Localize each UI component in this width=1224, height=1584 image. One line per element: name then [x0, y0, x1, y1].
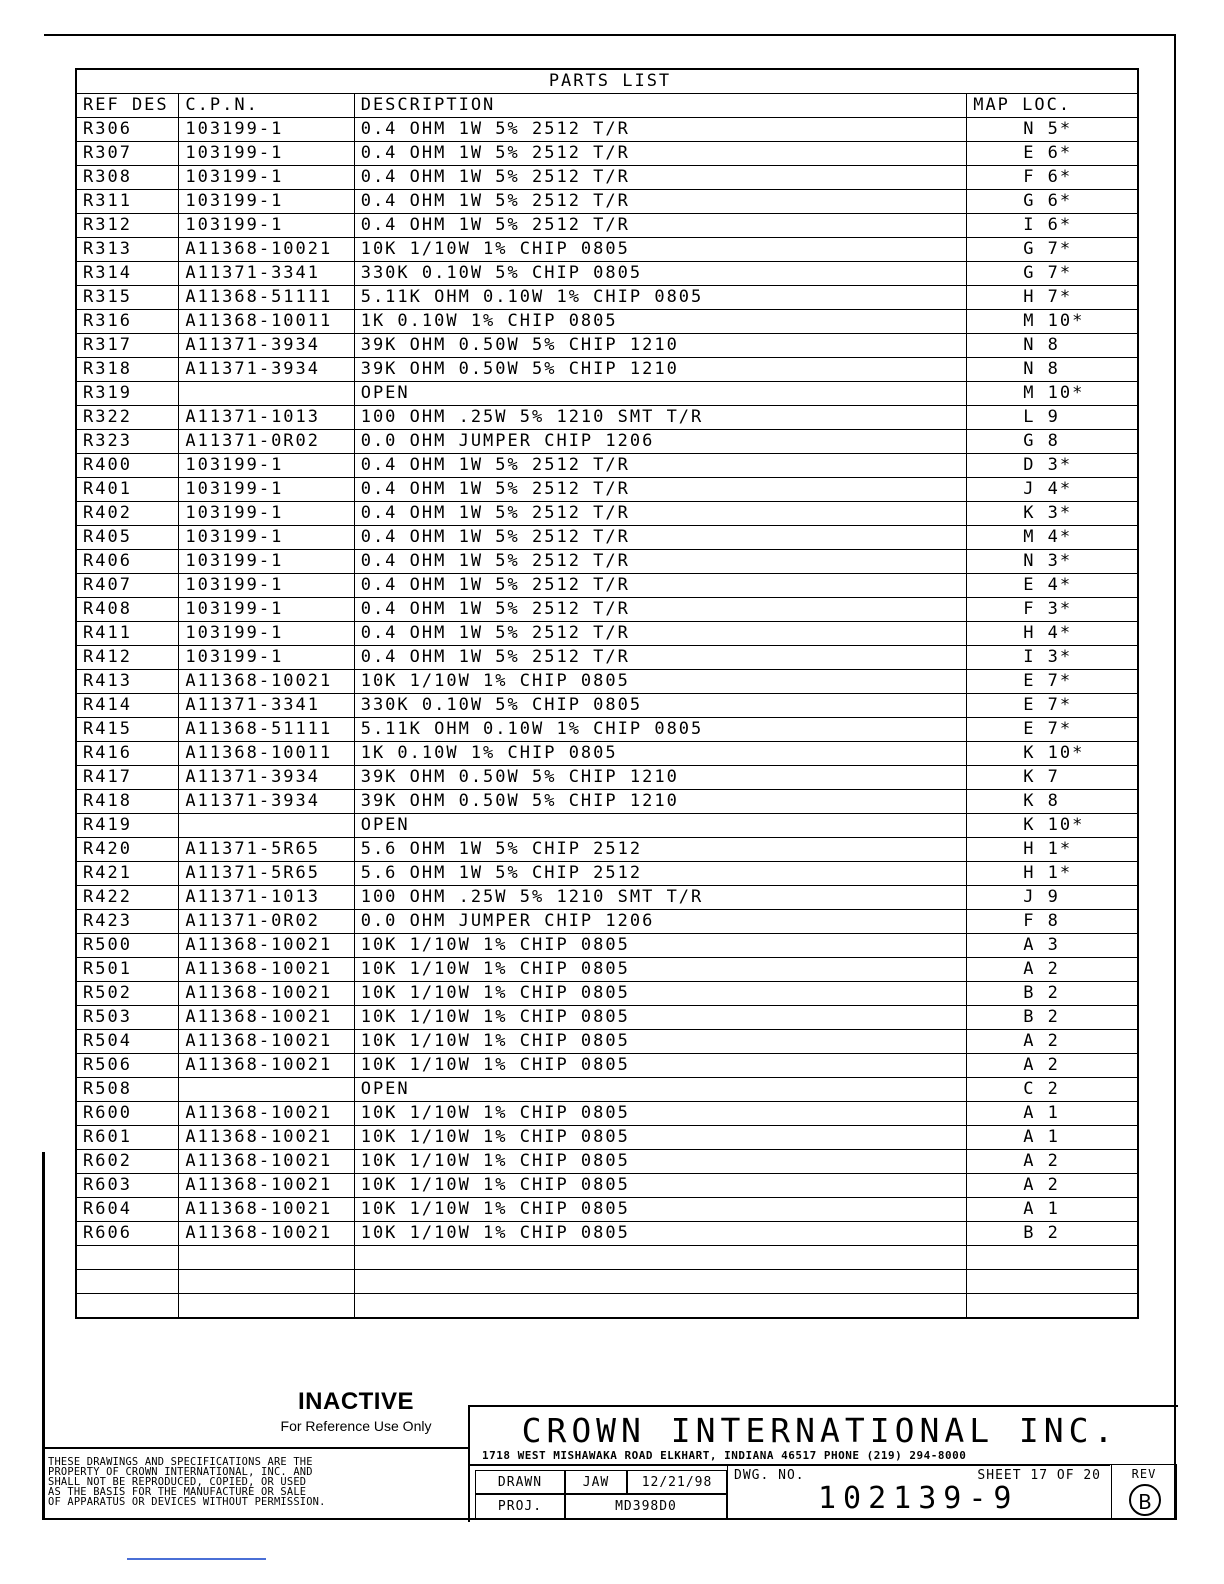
description-cell: 0.0 OHM JUMPER CHIP 1206 [354, 430, 967, 454]
parts-list-body [76, 118, 1138, 1319]
cpn-cell: 103199-1 [179, 190, 354, 214]
ref-des-cell: R417 [76, 766, 179, 790]
table-row [76, 1222, 1138, 1246]
description-cell: 10K 1/10W 1% CHIP 0805 [354, 958, 967, 982]
map-loc-cell: F 3* [967, 598, 1138, 622]
cpn-cell: 103199-1 [179, 166, 354, 190]
cpn-cell: A11368-10011 [179, 742, 354, 766]
ref-des-cell: R606 [76, 1222, 179, 1246]
ref-des-cell: R506 [76, 1054, 179, 1078]
inactive-title: INACTIVE [297, 1388, 414, 1415]
description-cell: 100 OHM .25W 5% 1210 SMT T/R [354, 886, 967, 910]
cpn-cell: 103199-1 [179, 118, 354, 142]
map-loc-cell: M 4* [967, 526, 1138, 550]
description-cell [354, 1270, 967, 1294]
ref-des-cell: R315 [76, 286, 179, 310]
map-loc-cell: A 2 [967, 958, 1138, 982]
cpn-cell: A11368-10021 [179, 1222, 354, 1246]
description-cell [354, 1294, 967, 1319]
table-row [76, 430, 1138, 454]
cpn-cell: 103199-1 [179, 598, 354, 622]
cpn-cell: A11368-51111 [179, 718, 354, 742]
description-cell: 10K 1/10W 1% CHIP 0805 [354, 982, 967, 1006]
table-row [76, 1054, 1138, 1078]
ref-des-cell: R411 [76, 622, 179, 646]
map-loc-cell: F 6* [967, 166, 1138, 190]
notice-line: SHALL NOT BE REPRODUCED, COPIED, OR USED [48, 1476, 307, 1488]
map-loc-cell: N 8 [967, 334, 1138, 358]
table-row [76, 238, 1138, 262]
table-row [76, 502, 1138, 526]
drawn-by-cell [565, 1470, 627, 1494]
map-loc-cell: G 6* [967, 190, 1138, 214]
table-row [76, 1102, 1138, 1126]
ref-des-cell: R416 [76, 742, 179, 766]
table-row [76, 1030, 1138, 1054]
table-row [76, 1078, 1138, 1102]
table-row [76, 478, 1138, 502]
ref-des-cell: R400 [76, 454, 179, 478]
ref-des-cell: R504 [76, 1030, 179, 1054]
map-loc-cell: M 10* [967, 382, 1138, 406]
cpn-cell: A11371-3934 [179, 790, 354, 814]
table-row [76, 1174, 1138, 1198]
map-loc-cell: A 1 [967, 1102, 1138, 1126]
table-row [76, 286, 1138, 310]
ref-des-cell: R314 [76, 262, 179, 286]
cpn-cell: A11368-10021 [179, 238, 354, 262]
ref-des-cell: R407 [76, 574, 179, 598]
cpn-cell: 103199-1 [179, 502, 354, 526]
ref-des-cell: R413 [76, 670, 179, 694]
description-cell: 10K 1/10W 1% CHIP 0805 [354, 1006, 967, 1030]
map-loc-cell: A 2 [967, 1174, 1138, 1198]
sheet-number: SHEET 17 OF 20 [977, 1468, 1101, 1483]
table-row [76, 574, 1138, 598]
description-cell: 0.4 OHM 1W 5% 2512 T/R [354, 166, 967, 190]
map-loc-cell: E 4* [967, 574, 1138, 598]
table-row [76, 358, 1138, 382]
drawing-number: 102139-9 [818, 1481, 1019, 1516]
cpn-cell: A11368-10021 [179, 1006, 354, 1030]
ref-des-cell: R405 [76, 526, 179, 550]
map-loc-cell: I 6* [967, 214, 1138, 238]
table-row [76, 142, 1138, 166]
ref-des-cell: R500 [76, 934, 179, 958]
cpn-cell: A11371-1013 [179, 406, 354, 430]
map-loc-cell: F 8 [967, 910, 1138, 934]
description-cell: 39K OHM 0.50W 5% CHIP 1210 [354, 766, 967, 790]
map-loc-cell: G 7* [967, 262, 1138, 286]
table-row [76, 838, 1138, 862]
cpn-cell: A11371-3934 [179, 766, 354, 790]
map-loc-cell: N 5* [967, 118, 1138, 142]
proj-value-cell [565, 1494, 727, 1520]
map-loc-cell: I 3* [967, 646, 1138, 670]
table-row [76, 718, 1138, 742]
cpn-cell: A11368-10011 [179, 310, 354, 334]
cpn-cell: A11368-10021 [179, 1126, 354, 1150]
cpn-cell [179, 1270, 354, 1294]
cpn-cell: A11371-0R02 [179, 430, 354, 454]
company-name: CROWN INTERNATIONAL INC. [521, 1411, 1119, 1450]
cpn-cell: A11368-10021 [179, 1030, 354, 1054]
map-loc-cell: C 2 [967, 1078, 1138, 1102]
ref-des-cell: R408 [76, 598, 179, 622]
map-loc-cell: G 8 [967, 430, 1138, 454]
description-cell: 0.4 OHM 1W 5% 2512 T/R [354, 526, 967, 550]
table-row [76, 526, 1138, 550]
cpn-cell: 103199-1 [179, 550, 354, 574]
rev-label: REV [1131, 1467, 1157, 1481]
ref-des-cell: R600 [76, 1102, 179, 1126]
table-row [76, 598, 1138, 622]
description-cell: OPEN [354, 382, 967, 406]
notice-divider [44, 1447, 468, 1449]
inactive-subtitle: For Reference Use Only [280, 1418, 432, 1434]
map-loc-cell: K 10* [967, 814, 1138, 838]
map-loc-cell: E 7* [967, 694, 1138, 718]
ref-des-cell: R601 [76, 1126, 179, 1150]
table-row [76, 646, 1138, 670]
cpn-cell: 103199-1 [179, 454, 354, 478]
map-loc-cell: N 3* [967, 550, 1138, 574]
cpn-cell: A11371-5R65 [179, 838, 354, 862]
description-cell: 5.6 OHM 1W 5% CHIP 2512 [354, 838, 967, 862]
ref-des-cell: R502 [76, 982, 179, 1006]
description-cell: 0.4 OHM 1W 5% 2512 T/R [354, 574, 967, 598]
table-row [76, 1150, 1138, 1174]
map-loc-cell: H 1* [967, 862, 1138, 886]
map-loc-cell: H 1* [967, 838, 1138, 862]
notice-line: THESE DRAWINGS AND SPECIFICATIONS ARE THE [48, 1456, 313, 1468]
ref-des-cell [76, 1270, 179, 1294]
frame-right-rule [1174, 34, 1176, 1520]
description-cell: 10K 1/10W 1% CHIP 0805 [354, 1150, 967, 1174]
ref-des-cell: R402 [76, 502, 179, 526]
ref-des-cell: R323 [76, 430, 179, 454]
ref-des-cell [76, 1294, 179, 1319]
ref-des-cell: R421 [76, 862, 179, 886]
cpn-cell: A11368-10021 [179, 1054, 354, 1078]
cpn-cell: 103199-1 [179, 478, 354, 502]
table-row [76, 1294, 1138, 1319]
table-row [76, 1198, 1138, 1222]
drawing-number-box [727, 1464, 1111, 1520]
ref-des-cell: R312 [76, 214, 179, 238]
header-ref-des: REF DES [76, 94, 179, 118]
description-cell: 0.4 OHM 1W 5% 2512 T/R [354, 598, 967, 622]
parts-list-header-row [76, 94, 1138, 118]
description-cell: 0.4 OHM 1W 5% 2512 T/R [354, 118, 967, 142]
notice-line: OF APPARATUS OR DEVICES WITHOUT PERMISSION. [48, 1496, 326, 1508]
map-loc-cell: H 4* [967, 622, 1138, 646]
table-row [76, 190, 1138, 214]
description-cell: 1K 0.10W 1% CHIP 0805 [354, 742, 967, 766]
ref-des-cell: R418 [76, 790, 179, 814]
cpn-cell: 103199-1 [179, 574, 354, 598]
date-cell [627, 1470, 727, 1494]
table-row [76, 214, 1138, 238]
description-cell: 10K 1/10W 1% CHIP 0805 [354, 1030, 967, 1054]
map-loc-cell: A 1 [967, 1126, 1138, 1150]
ref-des-cell: R308 [76, 166, 179, 190]
description-cell: 0.0 OHM JUMPER CHIP 1206 [354, 910, 967, 934]
cpn-cell: A11371-3934 [179, 358, 354, 382]
map-loc-cell: A 2 [967, 1030, 1138, 1054]
description-cell: 0.4 OHM 1W 5% 2512 T/R [354, 454, 967, 478]
ref-des-cell: R602 [76, 1150, 179, 1174]
map-loc-cell [967, 1270, 1138, 1294]
table-row [76, 694, 1138, 718]
table-row [76, 670, 1138, 694]
table-row [76, 814, 1138, 838]
map-loc-cell: A 2 [967, 1054, 1138, 1078]
map-loc-cell: H 7* [967, 286, 1138, 310]
map-loc-cell: B 2 [967, 1006, 1138, 1030]
table-row [76, 382, 1138, 406]
description-cell: 39K OHM 0.50W 5% CHIP 1210 [354, 358, 967, 382]
ref-des-cell: R414 [76, 694, 179, 718]
map-loc-cell: M 10* [967, 310, 1138, 334]
company-address: 1718 WEST MISHAWAKA ROAD ELKHART, INDIANA 46517 PHONE (219) 294-8000 [482, 1449, 967, 1462]
proj-label-cell [475, 1494, 565, 1520]
description-cell: 0.4 OHM 1W 5% 2512 T/R [354, 190, 967, 214]
map-loc-cell: A 2 [967, 1150, 1138, 1174]
description-cell: 39K OHM 0.50W 5% CHIP 1210 [354, 334, 967, 358]
map-loc-cell: K 3* [967, 502, 1138, 526]
drawn-by: JAW [582, 1475, 610, 1490]
cpn-cell: 103199-1 [179, 622, 354, 646]
revision-circle: B [1129, 1484, 1161, 1516]
table-row [76, 1246, 1138, 1270]
map-loc-cell: J 9 [967, 886, 1138, 910]
description-cell: 10K 1/10W 1% CHIP 0805 [354, 1222, 967, 1246]
cpn-cell: A11368-10021 [179, 670, 354, 694]
proj-value: MD398D0 [615, 1499, 677, 1514]
description-cell: 10K 1/10W 1% CHIP 0805 [354, 934, 967, 958]
table-row [76, 622, 1138, 646]
description-cell: 330K 0.10W 5% CHIP 0805 [354, 262, 967, 286]
underline-link-mark [127, 1558, 266, 1560]
ref-des-cell: R501 [76, 958, 179, 982]
ref-des-cell: R318 [76, 358, 179, 382]
description-cell: 0.4 OHM 1W 5% 2512 T/R [354, 214, 967, 238]
cpn-cell: 103199-1 [179, 526, 354, 550]
frame-left-rule [42, 1152, 45, 1520]
ref-des-cell: R306 [76, 118, 179, 142]
table-row [76, 550, 1138, 574]
map-loc-cell: J 4* [967, 478, 1138, 502]
cpn-cell [179, 1078, 354, 1102]
cpn-cell: A11368-10021 [179, 934, 354, 958]
ref-des-cell: R603 [76, 1174, 179, 1198]
map-loc-cell: E 7* [967, 718, 1138, 742]
description-cell [354, 1246, 967, 1270]
ref-des-cell: R311 [76, 190, 179, 214]
notice-line: PROPERTY OF CROWN INTERNATIONAL, INC. AND [48, 1466, 313, 1478]
ref-des-cell: R604 [76, 1198, 179, 1222]
header-description: DESCRIPTION [354, 94, 967, 118]
table-row [76, 934, 1138, 958]
ref-des-cell: R415 [76, 718, 179, 742]
map-loc-cell: E 6* [967, 142, 1138, 166]
map-loc-cell: G 7* [967, 238, 1138, 262]
ref-des-cell: R319 [76, 382, 179, 406]
ref-des-cell: R322 [76, 406, 179, 430]
description-cell: 5.11K OHM 0.10W 1% CHIP 0805 [354, 718, 967, 742]
cpn-cell: A11368-10021 [179, 1198, 354, 1222]
header-cpn: C.P.N. [179, 94, 354, 118]
drawn-label-cell [475, 1470, 565, 1494]
ref-des-cell: R420 [76, 838, 179, 862]
table-row [76, 118, 1138, 142]
cpn-cell: A11368-10021 [179, 1174, 354, 1198]
cpn-cell [179, 1294, 354, 1319]
header-map-loc: MAP LOC. [967, 94, 1138, 118]
table-row [76, 454, 1138, 478]
description-cell: OPEN [354, 814, 967, 838]
table-row [76, 262, 1138, 286]
table-row [76, 982, 1138, 1006]
table-row [76, 166, 1138, 190]
description-cell: 10K 1/10W 1% CHIP 0805 [354, 1054, 967, 1078]
ref-des-cell: R307 [76, 142, 179, 166]
revision-box [1111, 1464, 1177, 1520]
table-row [76, 886, 1138, 910]
description-cell: 10K 1/10W 1% CHIP 0805 [354, 1126, 967, 1150]
cpn-cell: A11368-10021 [179, 1102, 354, 1126]
description-cell: 39K OHM 0.50W 5% CHIP 1210 [354, 790, 967, 814]
table-row [76, 1126, 1138, 1150]
description-cell: OPEN [354, 1078, 967, 1102]
ref-des-cell: R401 [76, 478, 179, 502]
cpn-cell: 103199-1 [179, 142, 354, 166]
map-loc-cell: A 3 [967, 934, 1138, 958]
inactive-stamp [270, 1388, 442, 1434]
description-cell: 0.4 OHM 1W 5% 2512 T/R [354, 646, 967, 670]
map-loc-cell [967, 1294, 1138, 1319]
cpn-cell: A11371-5R65 [179, 862, 354, 886]
ref-des-cell: R422 [76, 886, 179, 910]
cpn-cell: A11368-51111 [179, 286, 354, 310]
description-cell: 330K 0.10W 5% CHIP 0805 [354, 694, 967, 718]
ref-des-cell: R508 [76, 1078, 179, 1102]
cpn-cell: A11371-3341 [179, 694, 354, 718]
table-row [76, 1270, 1138, 1294]
table-row [76, 742, 1138, 766]
cpn-cell: A11371-3934 [179, 334, 354, 358]
cpn-cell: 103199-1 [179, 646, 354, 670]
ref-des-cell: R423 [76, 910, 179, 934]
description-cell: 0.4 OHM 1W 5% 2512 T/R [354, 550, 967, 574]
map-loc-cell: B 2 [967, 982, 1138, 1006]
description-cell: 0.4 OHM 1W 5% 2512 T/R [354, 502, 967, 526]
cpn-cell [179, 1246, 354, 1270]
description-cell: 100 OHM .25W 5% 1210 SMT T/R [354, 406, 967, 430]
map-loc-cell: K 10* [967, 742, 1138, 766]
cpn-cell: A11368-10021 [179, 982, 354, 1006]
table-row [76, 310, 1138, 334]
description-cell: 0.4 OHM 1W 5% 2512 T/R [354, 622, 967, 646]
proj-label: PROJ. [497, 1499, 543, 1514]
ref-des-cell: R503 [76, 1006, 179, 1030]
map-loc-cell: N 8 [967, 358, 1138, 382]
frame-top-rule [44, 34, 1176, 36]
ref-des-cell: R313 [76, 238, 179, 262]
property-notice [48, 1457, 460, 1507]
ref-des-cell: R412 [76, 646, 179, 670]
notice-line: AS THE BASIS FOR THE MANUFACTURE OR SALE [48, 1486, 307, 1498]
description-cell: 10K 1/10W 1% CHIP 0805 [354, 670, 967, 694]
description-cell: 10K 1/10W 1% CHIP 0805 [354, 1102, 967, 1126]
table-row [76, 862, 1138, 886]
cpn-cell [179, 382, 354, 406]
table-row [76, 406, 1138, 430]
map-loc-cell: K 7 [967, 766, 1138, 790]
cpn-cell: A11371-1013 [179, 886, 354, 910]
ref-des-cell: R406 [76, 550, 179, 574]
description-cell: 10K 1/10W 1% CHIP 0805 [354, 238, 967, 262]
map-loc-cell: E 7* [967, 670, 1138, 694]
cpn-cell [179, 814, 354, 838]
ref-des-cell: R316 [76, 310, 179, 334]
map-loc-cell: A 1 [967, 1198, 1138, 1222]
ref-des-cell [76, 1246, 179, 1270]
table-row [76, 958, 1138, 982]
description-cell: 5.6 OHM 1W 5% CHIP 2512 [354, 862, 967, 886]
table-row [76, 910, 1138, 934]
description-cell: 0.4 OHM 1W 5% 2512 T/R [354, 142, 967, 166]
table-row [76, 334, 1138, 358]
map-loc-cell [967, 1246, 1138, 1270]
map-loc-cell: B 2 [967, 1222, 1138, 1246]
description-cell: 0.4 OHM 1W 5% 2512 T/R [354, 478, 967, 502]
cpn-cell: A11371-3341 [179, 262, 354, 286]
table-row [76, 1006, 1138, 1030]
title-block [468, 1405, 1178, 1522]
table-row [76, 790, 1138, 814]
description-cell: 5.11K OHM 0.10W 1% CHIP 0805 [354, 286, 967, 310]
description-cell: 10K 1/10W 1% CHIP 0805 [354, 1174, 967, 1198]
drawn-date: 12/21/98 [641, 1475, 713, 1490]
parts-list-title: PARTS LIST [76, 69, 1138, 94]
parts-list-table [75, 68, 1139, 1319]
dwg-no-label: DWG. NO. [734, 1468, 805, 1483]
map-loc-cell: L 9 [967, 406, 1138, 430]
description-cell: 10K 1/10W 1% CHIP 0805 [354, 1198, 967, 1222]
map-loc-cell: K 8 [967, 790, 1138, 814]
ref-des-cell: R419 [76, 814, 179, 838]
ref-des-cell: R317 [76, 334, 179, 358]
cpn-cell: A11371-0R02 [179, 910, 354, 934]
drawn-label: DRAWN [497, 1475, 543, 1490]
cpn-cell: A11368-10021 [179, 1150, 354, 1174]
description-cell: 1K 0.10W 1% CHIP 0805 [354, 310, 967, 334]
cpn-cell: 103199-1 [179, 214, 354, 238]
map-loc-cell: D 3* [967, 454, 1138, 478]
table-row [76, 766, 1138, 790]
cpn-cell: A11368-10021 [179, 958, 354, 982]
